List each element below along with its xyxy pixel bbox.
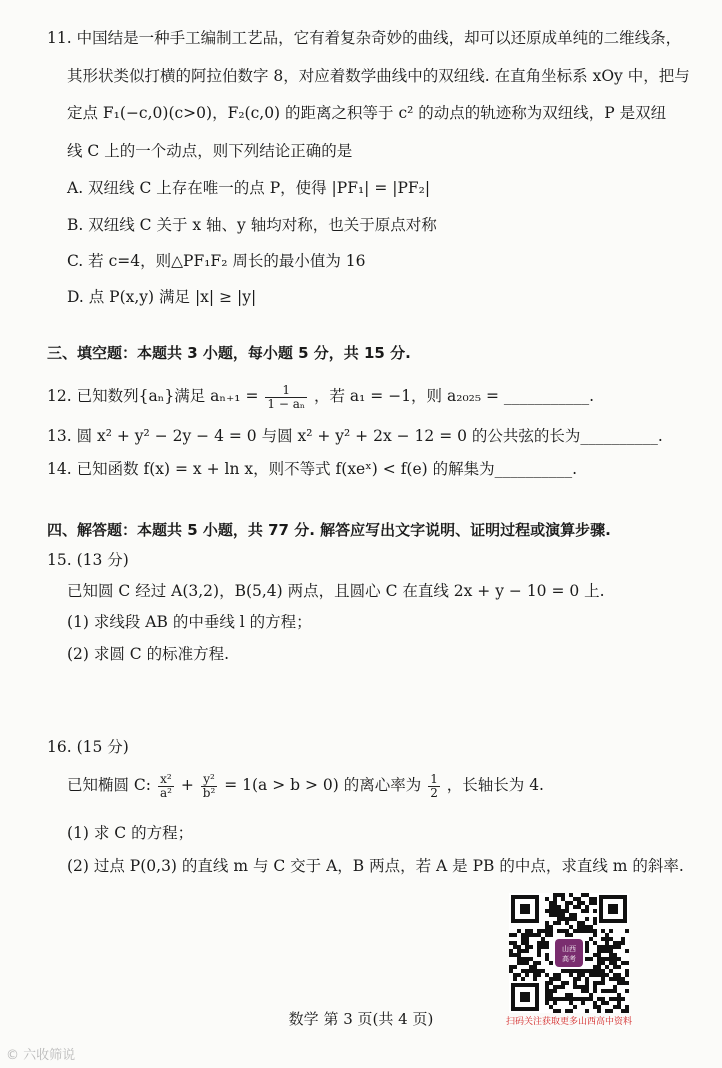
q12 — [47, 382, 594, 411]
q16-frac-x-den: a² — [159, 785, 172, 800]
q16-frac-y — [201, 773, 218, 800]
q12-post: ，若 a₁ = −1，则 a₂₀₂₅ = ___________. — [313, 387, 595, 405]
q16-plus: + — [180, 776, 194, 794]
q16-frac-half-den: 2 — [430, 785, 438, 800]
qr-center-label-1: 山西 — [562, 945, 576, 953]
q16-stem-mid: = 1(a > b > 0) 的离心率为 — [224, 776, 422, 794]
page-footer: 数学 第 3 页(共 4 页) — [288, 1010, 434, 1028]
section-4-heading: 四、解答题：本题共 5 小题，共 77 分. 解答应写出文字说明、证明过程或演算步骤. — [47, 521, 611, 539]
q16-frac-half — [428, 773, 440, 800]
watermark: © 六收筛说 — [6, 1048, 76, 1063]
q11-option-c: C. 若 c=4，则△PF₁F₂ 周长的最小值为 16 — [67, 252, 366, 270]
q16-stem-post: ，长轴长为 4. — [446, 776, 544, 794]
q11-option-b: B. 双纽线 C 关于 x 轴、y 轴均对称，也关于原点对称 — [67, 216, 437, 234]
q11-line2: 其形状类似打横的阿拉伯数字 8，对应着数学曲线中的双纽线. 在直角坐标系 xOy 中，把与 — [67, 67, 690, 85]
qr-caption: 扫码关注获取更多山西高中资料 — [506, 1017, 633, 1027]
q16-stem — [67, 769, 544, 801]
q11-line3: 定点 F₁(−c,0)(c>0)，F₂(c,0) 的距离之积等于 c² 的动点的轨迹称为双纽线，P 是双纽 — [67, 104, 667, 122]
q11-option-a: A. 双纽线 C 上存在唯一的点 P，使得 |PF₁| = |PF₂| — [67, 179, 431, 197]
q12-fraction — [265, 384, 307, 411]
q11-line1: 11. 中国结是一种手工编制工艺品，它有着复杂奇妙的曲线，却可以还原成单纯的二维线条， — [47, 29, 682, 47]
q15-head: 15. (13 分) — [47, 551, 129, 569]
q12-fraction-den: 1 − aₙ — [267, 396, 306, 411]
q11-option-d: D. 点 P(x,y) 满足 |x| ≥ |y| — [67, 288, 257, 306]
q16-frac-x — [158, 773, 174, 800]
q12-pre: 12. 已知数列{aₙ}满足 aₙ₊₁ = — [47, 387, 259, 405]
q16-frac-x-num: x² — [158, 773, 174, 787]
q16-head: 16. (15 分) — [47, 738, 129, 756]
q16-frac-y-num: y² — [201, 773, 218, 787]
q15-stem: 已知圆 C 经过 A(3,2)，B(5,4) 两点，且圆心 C 在直线 2x + y − 10 = 0 上. — [67, 582, 605, 600]
q16-frac-y-den: b² — [202, 785, 216, 800]
q16-part2: (2) 过点 P(0,3) 的直线 m 与 C 交于 A，B 两点，若 A 是 PB 的中点，求直线 m 的斜率. — [67, 857, 684, 875]
q15-part2: (2) 求圆 C 的标准方程. — [67, 645, 230, 663]
section-3-heading: 三、填空题：本题共 3 小题，每小题 5 分，共 15 分. — [47, 344, 411, 362]
q13: 13. 圆 x² + y² − 2y − 4 = 0 与圆 x² + y² + 2x − 12 = 0 的公共弦的长为__________. — [47, 427, 663, 445]
q16-frac-half-num: 1 — [430, 771, 438, 786]
q16-part1: (1) 求 C 的方程； — [67, 824, 194, 842]
q14: 14. 已知函数 f(x) = x + ln x，则不等式 f(xeˣ) < f(e) 的解集为__________. — [47, 460, 578, 478]
q11-line4: 线 C 上的一个动点，则下列结论正确的是 — [67, 142, 353, 160]
q16-stem-pre: 已知椭圆 C: — [67, 776, 152, 794]
qr-code[interactable] — [509, 893, 629, 1013]
q12-fraction-num: 1 — [265, 384, 307, 398]
q15-part1: (1) 求线段 AB 的中垂线 l 的方程； — [67, 613, 312, 631]
qr-center-label-2: 高考 — [562, 955, 576, 963]
